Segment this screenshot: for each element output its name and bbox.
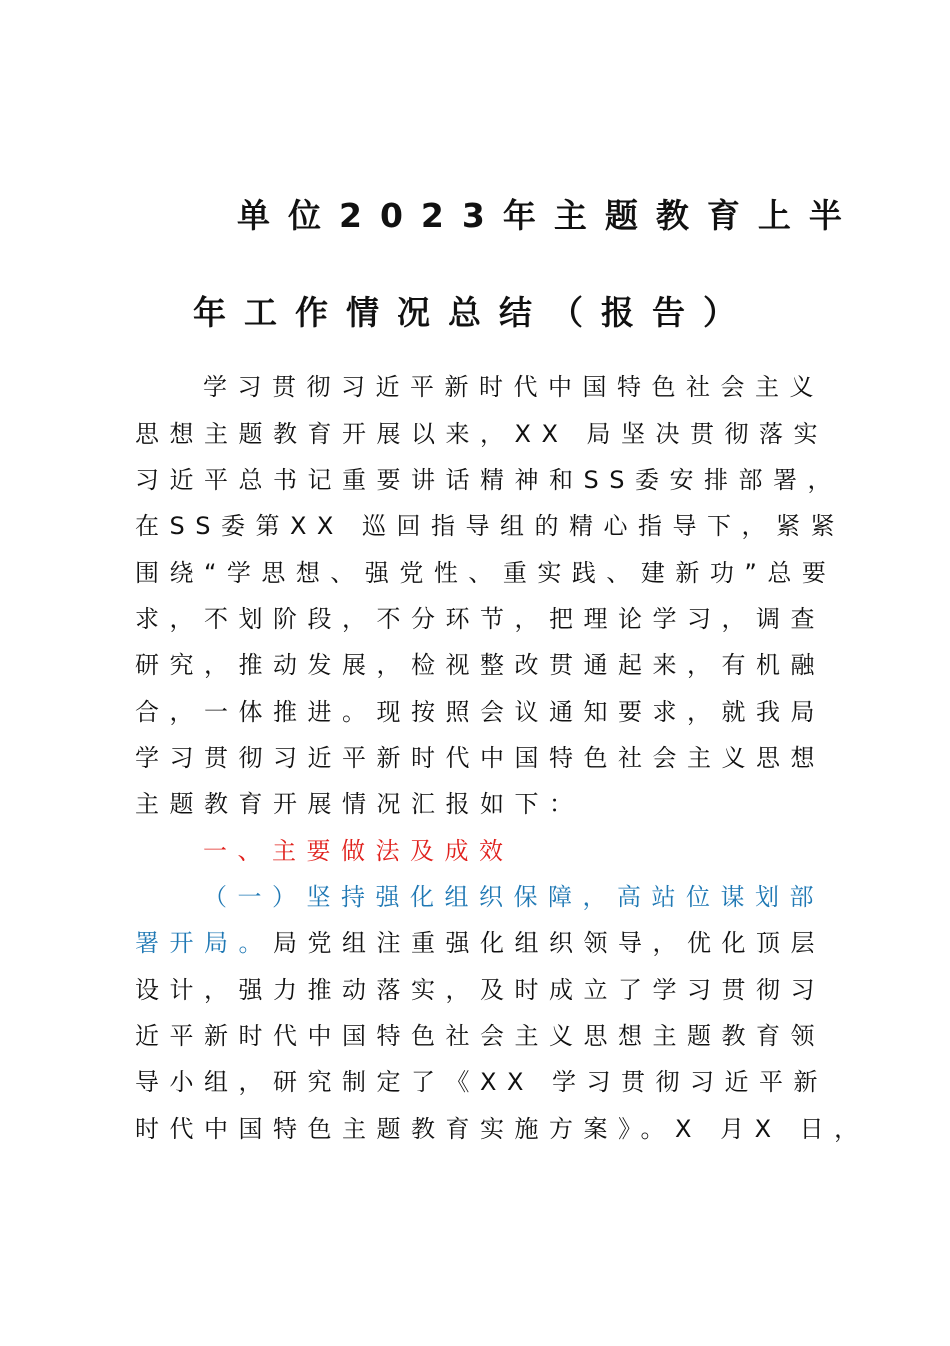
paragraph-line: 求，不划阶段，不分环节，把理论学习，调查 xyxy=(135,605,825,633)
document-title-line-1: 单位2023年主题教育上半 xyxy=(237,196,860,235)
paragraph-line: 思想主题教育开展以来，XX 局坚决贯彻落实 xyxy=(135,420,829,448)
paragraph-line: 时代中国特色主题教育实施方案》。X 月X 日， xyxy=(135,1115,869,1143)
paragraph-line: 设计，强力推动落实，及时成立了学习贯彻习 xyxy=(135,976,825,1004)
paragraph-text: 局党组注重强化组织领导，优化顶层 xyxy=(273,929,825,957)
paragraph-line: 主题教育开展情况汇报如下： xyxy=(135,790,584,818)
section-heading: 一、主要做法及成效 xyxy=(203,837,514,865)
paragraph-line: 在SS委第XX 巡回指导组的精心指导下，紧紧 xyxy=(135,512,845,540)
paragraph-line: 合，一体推进。现按照会议通知要求，就我局 xyxy=(135,698,825,726)
paragraph-line xyxy=(135,928,825,958)
paragraph-line: 近平新时代中国特色社会主义思想主题教育领 xyxy=(135,1022,825,1050)
paragraph-line: 围绕“学思想、强党性、重实践、建新功”总要 xyxy=(135,559,837,587)
document-title-line-2: 年工作情况总结（报告） xyxy=(193,293,754,332)
subsection-heading: （一）坚持强化组织保障，高站位谋划部 xyxy=(203,883,824,911)
paragraph-line: 研究，推动发展，检视整改贯通起来，有机融 xyxy=(135,651,825,679)
paragraph-line: 导小组，研究制定了《XX 学习贯彻习近平新 xyxy=(135,1068,829,1096)
subsection-heading-continuation: 署开局。 xyxy=(135,929,273,957)
paragraph-line: 习近平总书记重要讲话精神和SS委安排部署， xyxy=(135,466,842,494)
paragraph-line: 学习贯彻习近平新时代中国特色社会主义思想 xyxy=(135,744,825,772)
paragraph-line: 学习贯彻习近平新时代中国特色社会主义 xyxy=(203,373,824,401)
